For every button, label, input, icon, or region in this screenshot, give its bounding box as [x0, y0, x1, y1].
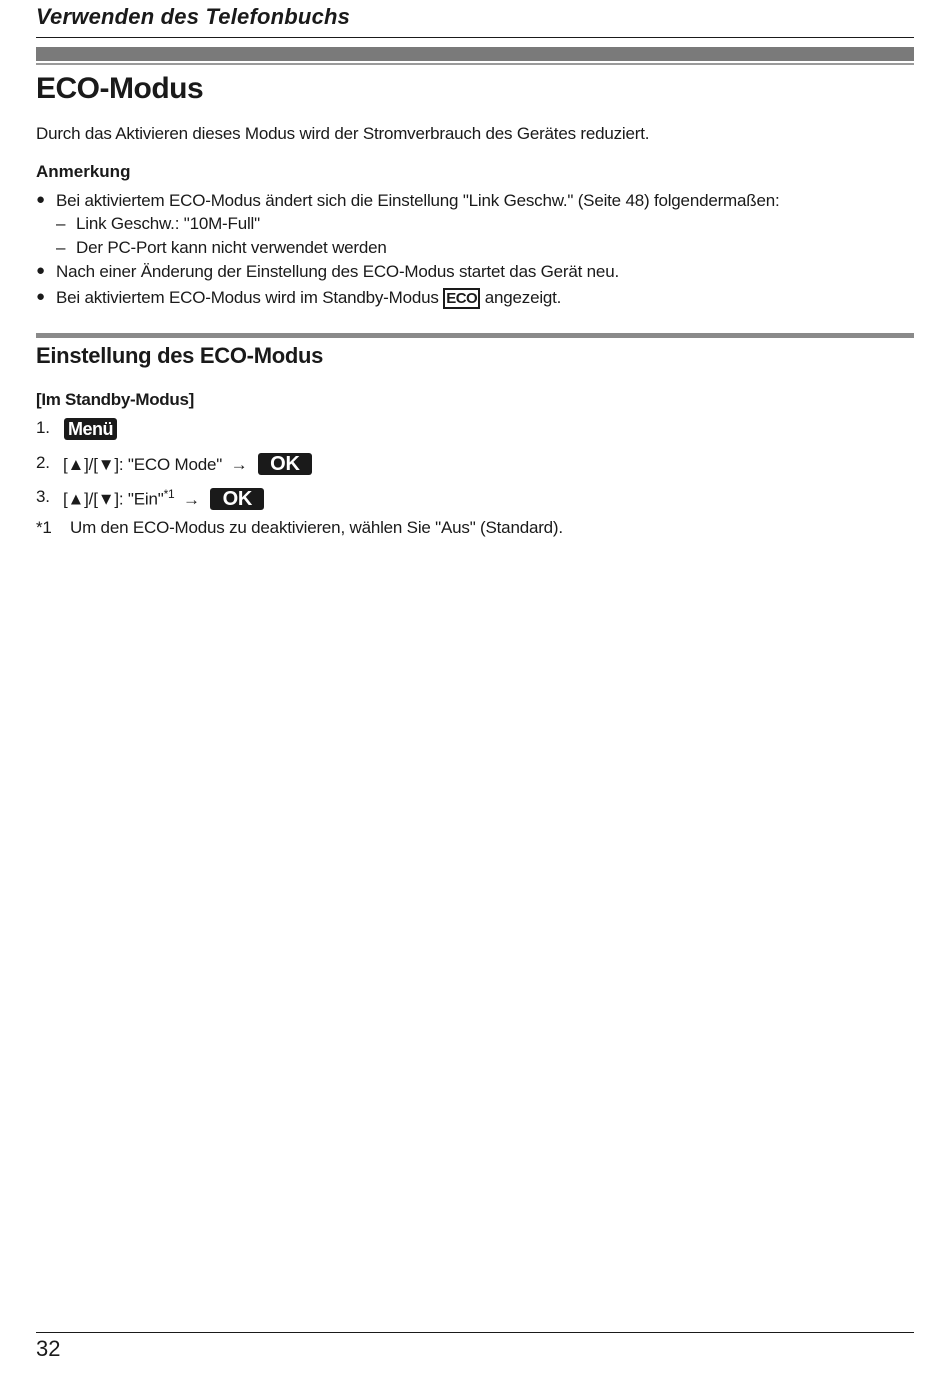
note-sub-item-2-text: Der PC-Port kann nicht verwendet werden	[76, 238, 387, 257]
nav-keys: [▲]/[▼]:	[63, 455, 124, 474]
step-3-text: "Ein"	[127, 489, 164, 509]
menu-key-icon: Menü	[64, 418, 117, 440]
footnote-mark: *1	[36, 518, 52, 537]
header-divider	[36, 37, 914, 38]
subsection-title: Einstellung des ECO-Modus	[36, 343, 324, 368]
ok-key-icon: OK	[258, 453, 312, 475]
section-bar	[36, 47, 914, 61]
step-number: 3.	[36, 487, 50, 506]
step-2-text: "ECO Mode"	[127, 455, 223, 474]
note-heading: Anmerkung	[36, 162, 131, 181]
arrow-right-icon: →	[230, 455, 248, 474]
note-sub-item-1	[56, 214, 260, 234]
ok-key-icon: OK	[210, 488, 264, 510]
intro-paragraph: Durch das Aktivieren dieses Modus wird der Stromverbrauch des Gerätes reduziert.	[36, 124, 650, 143]
footnote-text: Um den ECO-Modus zu deaktivieren, wählen Sie "Aus" (Standard).	[70, 518, 563, 537]
subsection-bar	[36, 333, 914, 338]
arrow-right-icon: →	[183, 489, 200, 509]
note-bullet-3-text-after: angezeigt.	[484, 288, 562, 307]
page-number: 32	[36, 1336, 61, 1361]
note-bullet-3-text-before: Bei aktiviertem ECO-Modus wird im Standby-Modus	[56, 288, 439, 307]
footnote	[36, 518, 563, 538]
step-number: 1.	[36, 418, 50, 437]
dash-icon: –	[56, 214, 66, 233]
bullet-icon: ●	[36, 288, 45, 305]
step-number: 2.	[36, 453, 50, 472]
nav-keys: [▲]/[▼]:	[63, 489, 124, 509]
note-bullet-1	[36, 191, 780, 211]
mode-label: [Im Standby-Modus]	[36, 390, 194, 409]
note-bullet-2	[36, 262, 619, 282]
note-bullet-3	[36, 288, 562, 309]
section-bar-thin	[36, 63, 914, 65]
bullet-icon: ●	[36, 262, 45, 279]
note-sub-item-2	[56, 238, 387, 258]
footnote-ref: *1	[163, 487, 175, 501]
running-header: Verwenden des Telefonbuchs	[36, 4, 351, 29]
footer-divider	[36, 1332, 914, 1333]
section-title: ECO-Modus	[36, 72, 204, 105]
eco-display-icon: ECO	[443, 288, 480, 309]
dash-icon: –	[56, 238, 66, 257]
note-bullet-1-text: Bei aktiviertem ECO-Modus ändert sich die Einstellung "Link Geschw." (Seite 48) folgendermaßen:	[56, 191, 780, 210]
note-bullet-2-text: Nach einer Änderung der Einstellung des ECO-Modus startet das Gerät neu.	[56, 262, 619, 281]
bullet-icon: ●	[36, 191, 45, 208]
note-sub-item-1-text: Link Geschw.: "10M-Full"	[76, 214, 260, 233]
